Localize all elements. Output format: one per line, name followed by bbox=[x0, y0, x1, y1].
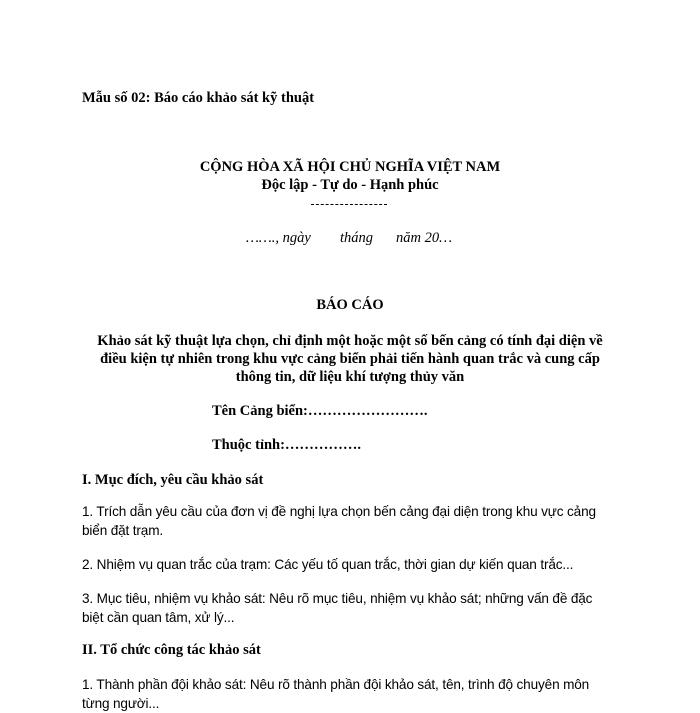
national-motto: Độc lập - Tự do - Hạnh phúc bbox=[261, 177, 439, 193]
form-label: Mẫu số 02: Báo cáo khảo sát kỹ thuật bbox=[82, 90, 315, 106]
subtitle-line: thông tin, dữ liệu khí tượng thủy văn bbox=[235, 369, 465, 385]
section2-heading: II. Tổ chức công tác khảo sát bbox=[82, 642, 261, 658]
paragraph-line: từng người... bbox=[82, 696, 160, 711]
header-separator bbox=[311, 204, 387, 205]
province-field: Thuộc tỉnh:……………. bbox=[212, 437, 362, 453]
subtitle-line: điều kiện tự nhiên trong khu vực cảng biển phải tiến hành quan trắc và cung cấp bbox=[100, 351, 600, 367]
date-place: ……., ngày bbox=[246, 230, 311, 246]
paragraph-line: biển đặt trạm. bbox=[82, 523, 164, 538]
paragraph-line: 1. Trích dẫn yêu cầu của đơn vị đề nghị lựa chọn bến cảng đại diện trong khu vực cảng bbox=[82, 504, 596, 519]
country-name: CỘNG HÒA XÃ HỘI CHỦ NGHĨA VIỆT NAM bbox=[199, 159, 501, 175]
date-month: tháng bbox=[340, 230, 374, 246]
paragraph-line: 2. Nhiệm vụ quan trắc của trạm: Các yếu tố quan trắc, thời gian dự kiến quan trắc... bbox=[82, 557, 574, 572]
paragraph-line: 1. Thành phần đội khảo sát: Nêu rõ thành phần đội khảo sát, tên, trình độ chuyên môn bbox=[82, 677, 590, 692]
section1-heading: I. Mục đích, yêu cầu khảo sát bbox=[82, 472, 264, 488]
paragraph-line: biệt cần quan tâm, xử lý... bbox=[82, 610, 235, 625]
subtitle-line: Khảo sát kỹ thuật lựa chọn, chỉ định một hoặc một số bến cảng có tính đại diện về bbox=[97, 333, 603, 349]
date-year: năm 20… bbox=[396, 230, 452, 246]
port-name-field: Tên Cảng biển:……………………. bbox=[212, 403, 428, 419]
paragraph-line: 3. Mục tiêu, nhiệm vụ khảo sát: Nêu rõ mục tiêu, nhiệm vụ khảo sát; những vấn đề đặc bbox=[82, 591, 593, 606]
report-title: BÁO CÁO bbox=[316, 297, 384, 313]
